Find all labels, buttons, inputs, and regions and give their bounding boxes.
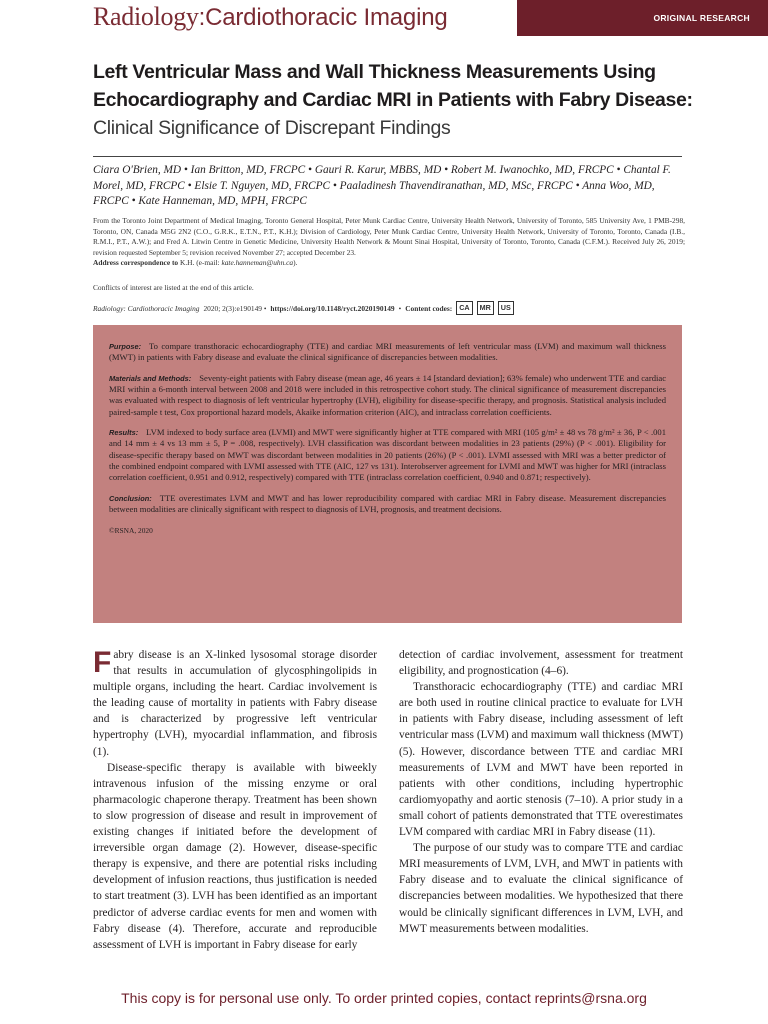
conclusion-label: Conclusion: (109, 493, 152, 503)
correspondence-end: ). (293, 258, 298, 268)
correspondence-email[interactable]: kate.hanneman@uhn.ca (221, 258, 294, 268)
abstract-box (93, 325, 682, 623)
body-paragraph: detection of cardiac involvement, assessment for treatment eligibility, and prognostication (4–6). (399, 649, 683, 678)
body-paragraph: Transthoracic echocardiography (TTE) and cardiac MRI are both used in routine clinical practice to evaluate for LVH in patients with Fabry disease, including assessment of left ventricular mass (LVM) and maximum wall thickness (MWT) (5). However, discordance between TTE and cardiac MRI measurements of LVM and MWT have been reported in patients with other conditions, including hypertrophic cardiomyopathy and aortic stenosis (7–10). A prior study in a small cohort of patients demonstrated that TTE overestimates LVM compared with cardiac MRI in Fabry disease (11). (399, 681, 683, 839)
section-label-bar (517, 0, 768, 36)
correspondence-name: K.H. (e-mail: (178, 258, 222, 268)
methods-label: Materials and Methods: (109, 373, 192, 383)
conflicts-note: Conflicts of interest are listed at the end of this article. (93, 283, 254, 292)
body-paragraph: The purpose of our study was to compare TTE and cardiac MRI measurements of LVM, LVH, and MWT in patients with Fabry disease and to evaluate the clinical significance of discrepancies between modalities. We hypothesized that there would be clinically significant differences in LVM, LVH, and MWT measurements between modalities. (399, 842, 683, 935)
journal-subtitle: :Cardiothoracic Imaging (198, 4, 448, 31)
title-divider (93, 156, 682, 157)
reprint-footer: This copy is for personal use only. To order printed copies, contact reprints@rsna.org (121, 990, 647, 1006)
correspondence-label: Address correspondence to (93, 258, 179, 268)
results-label: Results: (109, 428, 139, 438)
affiliation-text: From the Toronto Joint Department of Medical Imaging, Toronto General Hospital, Peter Munk Cardiac Centre, University Health Network, University of Toronto, 585 University Ave, 1 PMB-298, Toronto, ON, Canada M5G 2N2 (C.O., G.R.K., E.T.N., P.T., K.H.); Division of Cardiology, Peter Munk Cardiac Centre, University Health Network, University of Toronto, Toronto, Canada (I.B., R.M.I., P.T., A.W.); and Fred A. Litwin Centre in Genetic Medicine, University Health Network & Mount Sinai Hospital, University of Toronto, Toronto, Canada (C.F.M.). Received July 26, 2019; revision requested September 5; revision received November 27; accepted December 23. (93, 216, 685, 257)
citation-ref: 2020; 2(3):e190149 • (203, 303, 267, 313)
body-column-right (399, 647, 683, 937)
article-title (93, 58, 693, 142)
citation-journal: Radiology: Cardiothoracic Imaging (93, 303, 200, 313)
drop-cap: F (93, 646, 112, 679)
purpose-label: Purpose: (109, 342, 142, 351)
body-paragraph: Disease-specific therapy is available with biweekly intravenous infusion of the missing enzyme or oral pharmacologic chaperone therapy. Treatment has been shown to slow progression of disease and result in improvement of existing changes if initiated before the development of irreversible organ damage (2). However, disease-specific therapy is expensive, and there are potential risks including development of infusion reactions, thus justification is needed to start treatment (3). LVH has been identified as an important predictor of adverse cardiac events for men and women with Fabry disease (4). Therefore, accurate and reproducible assessment of LVH is important in Fabry disease for early (93, 761, 377, 951)
body-column-left (93, 647, 377, 953)
doi-link[interactable]: https://doi.org/10.1148/ryct.2020190149 (270, 303, 395, 313)
journal-name: Radiology (93, 2, 199, 31)
author-list: Ciara O'Brien, MD • Ian Britton, MD, FRCPC • Gauri R. Karur, MBBS, MD • Robert M. Iwanochko, MD, FRCPC • Chantal F. Morel, MD, FRCPC • Elsie T. Nguyen, MD, FRCPC • Paaladinesh Thavendiranathan, MD, MSc, FRCPC • Anna Woo, MD, FRCPC • Kate Hanneman, MD, MPH, FRCPC (93, 164, 671, 207)
abstract-methods (109, 373, 666, 418)
section-label: ORIGINAL RESEARCH (653, 13, 750, 23)
conclusion-text: TTE overestimates LVM and MWT and has lower reproducibility compared with cardiac MRI in Fabry disease. Measurement discrepancies between modalities are clinically significant with respect to diagnosis of LVH, prognosis, and treatment decisions. (109, 492, 666, 514)
methods-text: Seventy-eight patients with Fabry disease (mean age, 46 years ± 14 [standard deviation]; 63% female) who underwent TTE and cardiac MRI within a 6-month interval between 2008 and 2018 were included in this retrospective cohort study. The clinical significance of measurement discrepancies was evaluated with respect to diagnosis of left ventricular hypertrophy (LVH), eligibility for disease-specific therapy, and prognosis. Statistical analysis included paired-sample t test, Cox proportional hazard models, Akaike information criterion (AIC), and intraclass correlation coefficients. (109, 372, 667, 417)
abstract-results (109, 427, 666, 483)
abstract-purpose (109, 341, 666, 363)
content-code-badge: CA (456, 301, 472, 315)
purpose-text: To compare transthoracic echocardiography (TTE) and cardiac MRI measurements of left ventricular mass (LVM) and maximum wall thickness (MWT) in patients with Fabry disease and evaluate the clinical significance of discrepancies between modalities. (109, 341, 666, 363)
title-main: Left Ventricular Mass and Wall Thickness Measurements Using Echocardiography and Cardiac MRI in Patients with Fabry Disease: (93, 61, 693, 111)
citation-line (93, 300, 514, 316)
title-sub: Clinical Significance of Discrepant Findings (93, 117, 451, 139)
abstract-conclusion (109, 493, 666, 515)
body-text: abry disease is an X-linked lysosomal storage disorder that results in accumulation of glycosphingolipids in multiple organs, including the heart. Cardiac involvement is the leading cause of mortality in patients with Fabry disease and is characterized by progressive left ventricular hypertrophy (LVH), myocardial inflammation, and fibrosis (1). (93, 649, 377, 758)
citation-sep: • (398, 303, 402, 313)
content-code-badge: MR (477, 301, 494, 315)
journal-header (93, 2, 448, 38)
content-code-badge: US (498, 301, 514, 315)
content-codes-label: Content codes: (405, 303, 453, 313)
copyright-notice: ©RSNA, 2020 (109, 525, 153, 535)
results-text: LVM indexed to body surface area (LVMI) and MWT were significantly higher at TTE compared with MRI (105 g/m² ± 48 vs 78 g/m² ± 36, P < .001 and 14 mm ± 4 vs 13 mm ± 5, P = .008, respectively). LVH classification was discordant between modalities in 23 patients (29%) (P < .001). Eligibility for disease-specific therapy based on MWT was discordant between modalities in 20 patients (26%) (P < .001). LVMI assessed with MRI was a better predictor of the combined endpoint compared with LVMI assessed with TTE (AIC, 127 vs 131). Interobserver agreement for LVMI and MWT was higher for MRI (intraclass correlation coefficient, 0.951 and 0.912, respectively) compared with TTE (intraclass correlation coefficient, 0.940 and 0.871; respectively). (109, 427, 666, 483)
body-paragraph (93, 647, 377, 760)
affiliations (93, 216, 685, 269)
